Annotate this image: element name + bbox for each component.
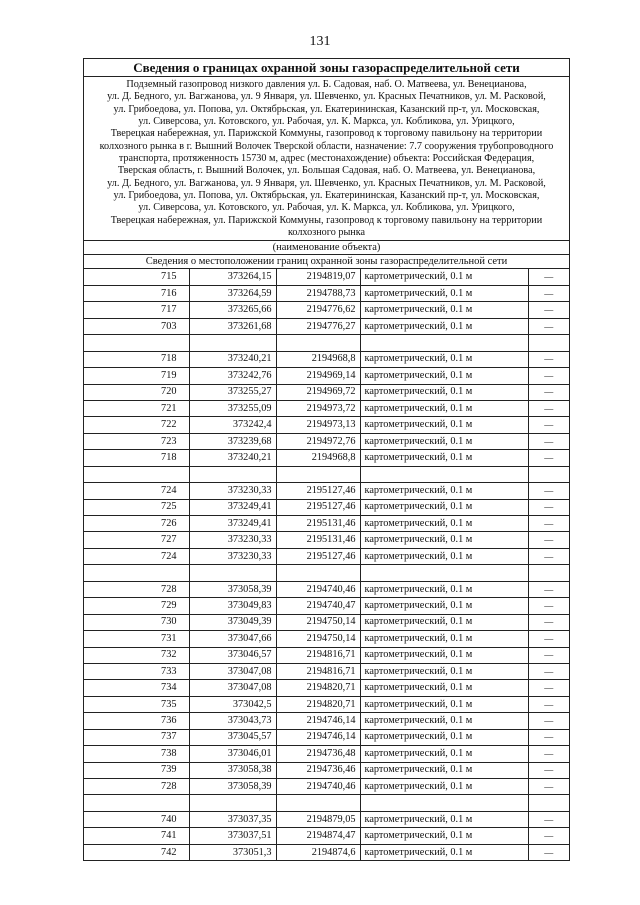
description-line: Тверецкая набережная, ул. Парижской Коммуны, газопровод к торговому павильону на территории: [110, 128, 543, 140]
point-number: [84, 466, 189, 482]
location-description: —: [528, 762, 569, 778]
point-number: [84, 335, 189, 351]
coord-y: 2194816,71: [276, 647, 360, 663]
description-line: Тверская область, г. Вышний Волочек, ул. Большая Садовая, наб. О. Матвеева, ул. Венецианова,: [117, 165, 536, 177]
coord-x: 373242,76: [189, 368, 276, 384]
determination-method: картометрический, 0.1 м: [360, 811, 528, 827]
determination-method: [360, 466, 528, 482]
location-description: —: [528, 368, 569, 384]
determination-method: картометрический, 0.1 м: [360, 680, 528, 696]
table-row: [84, 532, 569, 548]
point-number: 731: [84, 631, 189, 647]
point-number: 718: [84, 450, 189, 466]
determination-method: картометрический, 0.1 м: [360, 302, 528, 318]
determination-method: картометрический, 0.1 м: [360, 581, 528, 597]
coord-x: 373058,38: [189, 762, 276, 778]
determination-method: картометрический, 0.1 м: [360, 450, 528, 466]
coord-x: [189, 565, 276, 581]
location-description: —: [528, 384, 569, 400]
table-row: [84, 696, 569, 712]
coord-x: 373264,15: [189, 269, 276, 285]
location-description: —: [528, 499, 569, 515]
object-name-label: (наименование объекта): [84, 241, 569, 255]
coord-y: 2194776,27: [276, 318, 360, 334]
coord-x: [189, 795, 276, 811]
location-description: [528, 466, 569, 482]
coord-y: [276, 565, 360, 581]
determination-method: картометрический, 0.1 м: [360, 351, 528, 367]
coord-y: 2194746,14: [276, 729, 360, 745]
determination-method: картометрический, 0.1 м: [360, 713, 528, 729]
table-row: [84, 746, 569, 762]
point-number: 737: [84, 729, 189, 745]
table-row: [84, 811, 569, 827]
determination-method: картометрический, 0.1 м: [360, 548, 528, 564]
description-line: колхозного рынка в г. Вышний Волочек Тверской области, назначение: 7.7 сооружения трубопроводного: [99, 140, 554, 152]
table-row: [84, 680, 569, 696]
location-description: —: [528, 285, 569, 301]
coord-y: 2194788,73: [276, 285, 360, 301]
coord-x: 373240,21: [189, 450, 276, 466]
location-description: —: [528, 696, 569, 712]
coord-y: 2194750,14: [276, 614, 360, 630]
table-row: [84, 285, 569, 301]
coord-y: 2194740,46: [276, 779, 360, 795]
table-row: [84, 417, 569, 433]
coord-x: 373249,41: [189, 516, 276, 532]
point-number: 739: [84, 762, 189, 778]
determination-method: картометрический, 0.1 м: [360, 779, 528, 795]
determination-method: картометрический, 0.1 м: [360, 483, 528, 499]
description-line: ул. Грибоедова, ул. Попова, ул. Октябрьская, ул. Екатерининская, Казанский пр-т, ул. Московская,: [113, 103, 540, 115]
coord-x: 373255,09: [189, 400, 276, 416]
point-number: 742: [84, 844, 189, 860]
determination-method: картометрический, 0.1 м: [360, 400, 528, 416]
location-description: —: [528, 663, 569, 679]
point-number: 728: [84, 581, 189, 597]
point-number: 735: [84, 696, 189, 712]
location-description: —: [528, 318, 569, 334]
coord-y: 2194820,71: [276, 680, 360, 696]
table-row: [84, 779, 569, 795]
table-row: [84, 828, 569, 844]
determination-method: картометрический, 0.1 м: [360, 499, 528, 515]
coord-x: 373230,33: [189, 483, 276, 499]
table-row: [84, 368, 569, 384]
coord-y: 2194816,71: [276, 663, 360, 679]
coord-y: [276, 795, 360, 811]
point-number: 729: [84, 598, 189, 614]
location-description: —: [528, 351, 569, 367]
coord-y: 2194973,13: [276, 417, 360, 433]
point-number: 736: [84, 713, 189, 729]
coord-x: 373037,51: [189, 828, 276, 844]
coord-y: 2194819,07: [276, 269, 360, 285]
boundary-info-block: [83, 58, 570, 861]
coord-x: 373042,5: [189, 696, 276, 712]
description-line: Тверецкая набережная, ул. Парижской Коммуны, газопровод к торговому павильону на территории: [110, 214, 543, 226]
location-description: —: [528, 614, 569, 630]
determination-method: картометрический, 0.1 м: [360, 844, 528, 860]
location-description: —: [528, 746, 569, 762]
determination-method: картометрический, 0.1 м: [360, 417, 528, 433]
table-row: [84, 548, 569, 564]
description-line: ул. Д. Бедного, ул. Вагжанова, ул. 9 Января, ул. Шевченко, ул. Красных Печатников, ул. М. Расковой,: [107, 91, 546, 103]
coord-y: 2194874,47: [276, 828, 360, 844]
coord-x: 373249,41: [189, 499, 276, 515]
table-row: [84, 466, 569, 482]
determination-method: картометрический, 0.1 м: [360, 663, 528, 679]
point-number: [84, 565, 189, 581]
location-description: —: [528, 516, 569, 532]
table-row: [84, 384, 569, 400]
coord-y: 2194972,76: [276, 433, 360, 449]
coord-x: 373047,08: [189, 680, 276, 696]
location-description: —: [528, 581, 569, 597]
description-line: колхозного рынка: [287, 227, 366, 239]
description-line: ул. Сиверсова, ул. Котовского, ул. Рабочая, ул. К. Маркса, ул. Кобликова, ул. Урицкого,: [138, 202, 515, 214]
point-number: 720: [84, 384, 189, 400]
location-description: —: [528, 269, 569, 285]
location-description: —: [528, 811, 569, 827]
point-number: 724: [84, 483, 189, 499]
point-number: 741: [84, 828, 189, 844]
determination-method: картометрический, 0.1 м: [360, 746, 528, 762]
determination-method: картометрический, 0.1 м: [360, 318, 528, 334]
table-row: [84, 565, 569, 581]
description-line: ул. Грибоедова, ул. Попова, ул. Октябрьская, ул. Екатерининская, Казанский пр-т, ул. Московская,: [113, 190, 540, 202]
point-number: 703: [84, 318, 189, 334]
table-row: [84, 762, 569, 778]
coord-x: 373242,4: [189, 417, 276, 433]
coord-x: 373239,68: [189, 433, 276, 449]
location-description: —: [528, 548, 569, 564]
point-number: 721: [84, 400, 189, 416]
coord-y: 2194879,05: [276, 811, 360, 827]
determination-method: картометрический, 0.1 м: [360, 368, 528, 384]
table-row: [84, 450, 569, 466]
coord-x: 373264,59: [189, 285, 276, 301]
determination-method: картометрический, 0.1 м: [360, 433, 528, 449]
table-row: [84, 729, 569, 745]
determination-method: картометрический, 0.1 м: [360, 516, 528, 532]
location-description: —: [528, 680, 569, 696]
coord-y: 2194973,72: [276, 400, 360, 416]
coord-y: [276, 335, 360, 351]
coord-y: 2194968,8: [276, 450, 360, 466]
table-row: [84, 713, 569, 729]
table-row: [84, 433, 569, 449]
coord-y: 2194736,48: [276, 746, 360, 762]
location-description: —: [528, 302, 569, 318]
point-number: 724: [84, 548, 189, 564]
coordinates-table: [84, 269, 569, 860]
section-title: Сведения о местоположении границ охранной зоны газораспределительной сети: [84, 255, 569, 269]
coord-y: 2194750,14: [276, 631, 360, 647]
coord-x: 373045,57: [189, 729, 276, 745]
point-number: 718: [84, 351, 189, 367]
coord-x: 373037,35: [189, 811, 276, 827]
point-number: 734: [84, 680, 189, 696]
determination-method: картометрический, 0.1 м: [360, 598, 528, 614]
table-row: [84, 663, 569, 679]
location-description: —: [528, 828, 569, 844]
point-number: 727: [84, 532, 189, 548]
determination-method: картометрический, 0.1 м: [360, 532, 528, 548]
point-number: 723: [84, 433, 189, 449]
object-description: [84, 77, 569, 241]
coord-x: 373043,73: [189, 713, 276, 729]
point-number: 733: [84, 663, 189, 679]
determination-method: картометрический, 0.1 м: [360, 269, 528, 285]
table-row: [84, 844, 569, 860]
coord-x: 373049,83: [189, 598, 276, 614]
coord-y: 2194776,62: [276, 302, 360, 318]
coord-x: 373047,66: [189, 631, 276, 647]
location-description: —: [528, 532, 569, 548]
table-row: [84, 400, 569, 416]
determination-method: картометрический, 0.1 м: [360, 647, 528, 663]
point-number: 715: [84, 269, 189, 285]
table-row: [84, 269, 569, 285]
table-row: [84, 647, 569, 663]
determination-method: картометрический, 0.1 м: [360, 762, 528, 778]
coord-y: 2195131,46: [276, 532, 360, 548]
location-description: —: [528, 450, 569, 466]
table-row: [84, 516, 569, 532]
location-description: [528, 795, 569, 811]
determination-method: картометрический, 0.1 м: [360, 384, 528, 400]
table-row: [84, 614, 569, 630]
point-number: 740: [84, 811, 189, 827]
coord-x: 373058,39: [189, 581, 276, 597]
coord-y: 2194874,6: [276, 844, 360, 860]
point-number: 722: [84, 417, 189, 433]
description-line: ул. Сиверсова, ул. Котовского, ул. Рабочая, ул. К. Маркса, ул. Кобликова, ул. Урицкого,: [138, 116, 515, 128]
table-row: [84, 499, 569, 515]
location-description: —: [528, 844, 569, 860]
page-number: 131: [309, 34, 331, 49]
coord-y: 2195127,46: [276, 483, 360, 499]
determination-method: картометрический, 0.1 м: [360, 614, 528, 630]
table-row: [84, 581, 569, 597]
document-title: Сведения о границах охранной зоны газораспределительной сети: [84, 59, 569, 77]
location-description: —: [528, 631, 569, 647]
table-row: [84, 795, 569, 811]
point-number: 725: [84, 499, 189, 515]
coord-x: [189, 335, 276, 351]
table-row: [84, 598, 569, 614]
coord-x: [189, 466, 276, 482]
coord-y: 2194736,46: [276, 762, 360, 778]
location-description: —: [528, 400, 569, 416]
location-description: —: [528, 713, 569, 729]
location-description: —: [528, 483, 569, 499]
location-description: [528, 335, 569, 351]
coord-y: 2195127,46: [276, 499, 360, 515]
coord-x: 373046,01: [189, 746, 276, 762]
point-number: 719: [84, 368, 189, 384]
coord-x: 373049,39: [189, 614, 276, 630]
coord-x: 373230,33: [189, 532, 276, 548]
determination-method: картометрический, 0.1 м: [360, 828, 528, 844]
point-number: 726: [84, 516, 189, 532]
point-number: [84, 795, 189, 811]
determination-method: картометрический, 0.1 м: [360, 285, 528, 301]
location-description: —: [528, 647, 569, 663]
determination-method: [360, 795, 528, 811]
determination-method: картометрический, 0.1 м: [360, 696, 528, 712]
coord-x: 373261,68: [189, 318, 276, 334]
point-number: 716: [84, 285, 189, 301]
table-row: [84, 302, 569, 318]
location-description: —: [528, 417, 569, 433]
point-number: 738: [84, 746, 189, 762]
coord-x: 373047,08: [189, 663, 276, 679]
table-row: [84, 318, 569, 334]
table-row: [84, 631, 569, 647]
description-line: Подземный газопровод низкого давления ул. Б. Садовая, наб. О. Матвеева, ул. Венецианова,: [126, 79, 527, 90]
point-number: 730: [84, 614, 189, 630]
coord-y: 2194969,72: [276, 384, 360, 400]
description-line: транспорта, протяженность 15730 м, адрес (местонахождение) объекта: Российская Федерация,: [118, 153, 535, 165]
coord-x: 373046,57: [189, 647, 276, 663]
table-row: [84, 351, 569, 367]
determination-method: [360, 335, 528, 351]
coord-y: 2195127,46: [276, 548, 360, 564]
coord-y: 2194740,46: [276, 581, 360, 597]
coord-x: 373051,3: [189, 844, 276, 860]
coord-y: [276, 466, 360, 482]
location-description: —: [528, 433, 569, 449]
coord-y: 2194820,71: [276, 696, 360, 712]
coord-x: 373255,27: [189, 384, 276, 400]
coord-x: 373058,39: [189, 779, 276, 795]
coord-y: 2194969,14: [276, 368, 360, 384]
coord-x: 373230,33: [189, 548, 276, 564]
location-description: —: [528, 729, 569, 745]
table-row: [84, 483, 569, 499]
location-description: —: [528, 598, 569, 614]
coord-y: 2194746,14: [276, 713, 360, 729]
point-number: 732: [84, 647, 189, 663]
location-description: [528, 565, 569, 581]
point-number: 717: [84, 302, 189, 318]
coord-y: 2195131,46: [276, 516, 360, 532]
coord-y: 2194968,8: [276, 351, 360, 367]
determination-method: [360, 565, 528, 581]
determination-method: картометрический, 0.1 м: [360, 631, 528, 647]
determination-method: картометрический, 0.1 м: [360, 729, 528, 745]
coord-x: 373265,66: [189, 302, 276, 318]
coord-y: 2194740,47: [276, 598, 360, 614]
point-number: 728: [84, 779, 189, 795]
coord-x: 373240,21: [189, 351, 276, 367]
table-row: [84, 335, 569, 351]
location-description: —: [528, 779, 569, 795]
description-line: ул. Д. Бедного, ул. Вагжанова, ул. 9 Января, ул. Шевченко, ул. Красных Печатников, ул. М. Расковой,: [107, 177, 546, 189]
